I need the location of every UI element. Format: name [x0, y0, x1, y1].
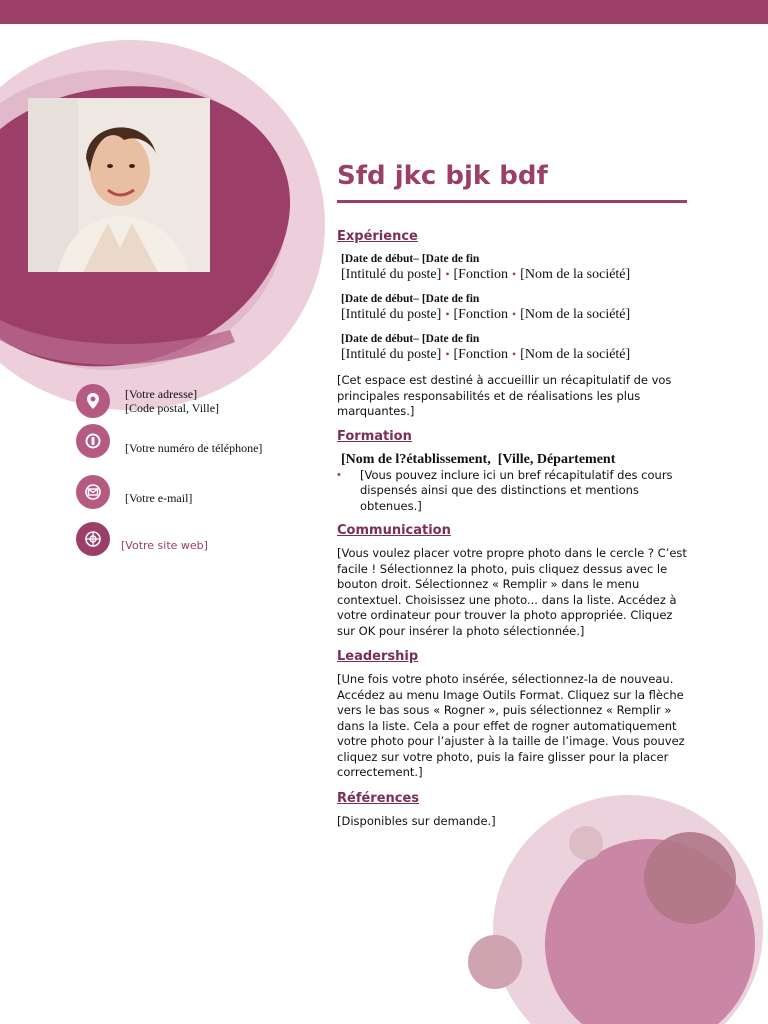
address-line-1: [Votre adresse] [125, 387, 198, 401]
job-dates: [Date de début– [Date de fin [341, 293, 480, 305]
job-company: [Nom de la société] [520, 347, 631, 362]
job-entry [337, 332, 689, 363]
experience-summary: [Cet espace est destiné à accueillir un récapitulatif de vos principales responsabilités et de réalisations les plus marquantes.] [337, 373, 672, 418]
website-icon [76, 522, 110, 556]
separator-dot: • [445, 347, 450, 361]
school-name: [Nom de l?établissement, [341, 451, 491, 467]
address-line-2: [Code postal, Ville] [125, 401, 220, 415]
education-bullet [337, 468, 689, 515]
job-details [341, 306, 641, 323]
portrait-image [28, 98, 210, 272]
separator-dot: • [511, 307, 517, 321]
education-detail: [Vous pouvez inclure ici un bref récapitulatif des cours dispensés ainsi que des distinctions et mentions obtenues.] [360, 467, 673, 513]
communication-text: [Vous voulez placer votre propre photo dans le cercle ? C’est facile ! Sélectionnez la photo, puis cliquez dessus avec le bouton droit. Sélectionnez « Remplir » dans le menu contextuel. Choisissez une photo... dans la liste. Accédez à votre ordinateur pour trouver la photo appropriée. Cliquez sur OK pour insérer la photo sélectionnée.] [337, 546, 687, 638]
bullet-dot: • [337, 468, 341, 481]
job-details [341, 346, 641, 363]
location-pin-icon [76, 384, 110, 418]
education-header [341, 452, 689, 468]
section-title-references: Références [337, 790, 420, 806]
separator-dot: • [445, 307, 450, 321]
section-title-education: Formation [337, 428, 412, 444]
name-underline [337, 200, 687, 203]
separator-dot: • [445, 267, 450, 281]
job-title: [Intitulé du poste] [341, 347, 442, 362]
separator-dot: • [511, 347, 517, 361]
section-title-communication: Communication [337, 523, 451, 538]
job-dates: [Date de début– [Date de fin [341, 333, 480, 345]
section-title-leadership: Leadership [337, 649, 419, 664]
profile-photo[interactable] [28, 98, 210, 272]
school-location: [Ville, Département [497, 451, 616, 467]
job-company: [Nom de la société] [520, 307, 631, 322]
job-dates: [Date de début– [Date de fin [341, 253, 480, 265]
resume-main-column [337, 150, 689, 829]
leadership-text: [Une fois votre photo insérée, sélectionnez-la de nouveau. Accédez au menu Image Outils Format. Cliquez sur la flèche vers le bas sous « Rogner », puis sélectionnez « Remplir » dans la liste. Cela a pour effet de rogner automatiquement votre photo pour l’ajuster à la taille de l’image. Vous pouvez cliquez sur votre photo, puis la faire glisser pour la placer correctement.] [337, 672, 685, 779]
job-title: [Intitulé du poste] [341, 267, 442, 282]
phone-number: [Votre numéro de téléphone] [125, 441, 263, 455]
top-banner [0, 0, 768, 24]
job-role: [Fonction [453, 267, 508, 282]
email-address[interactable]: [Votre e-mail] [125, 491, 193, 505]
job-entry [337, 252, 689, 283]
job-title: [Intitulé du poste] [341, 307, 442, 322]
job-role: [Fonction [453, 347, 508, 362]
section-title-experience: Expérience [337, 229, 418, 244]
references-text: [Disponibles sur demande.] [337, 813, 496, 828]
separator-dot: • [511, 267, 517, 281]
website-link[interactable]: [Votre site web] [121, 539, 208, 552]
job-details [341, 266, 641, 283]
candidate-name: Sfd jkc bjk bdf [337, 161, 548, 191]
job-company: [Nom de la société] [520, 267, 631, 282]
phone-icon [76, 424, 110, 458]
job-role: [Fonction [453, 307, 508, 322]
email-icon [76, 475, 110, 509]
decorative-circles [460, 820, 768, 1024]
job-entry [337, 292, 689, 323]
